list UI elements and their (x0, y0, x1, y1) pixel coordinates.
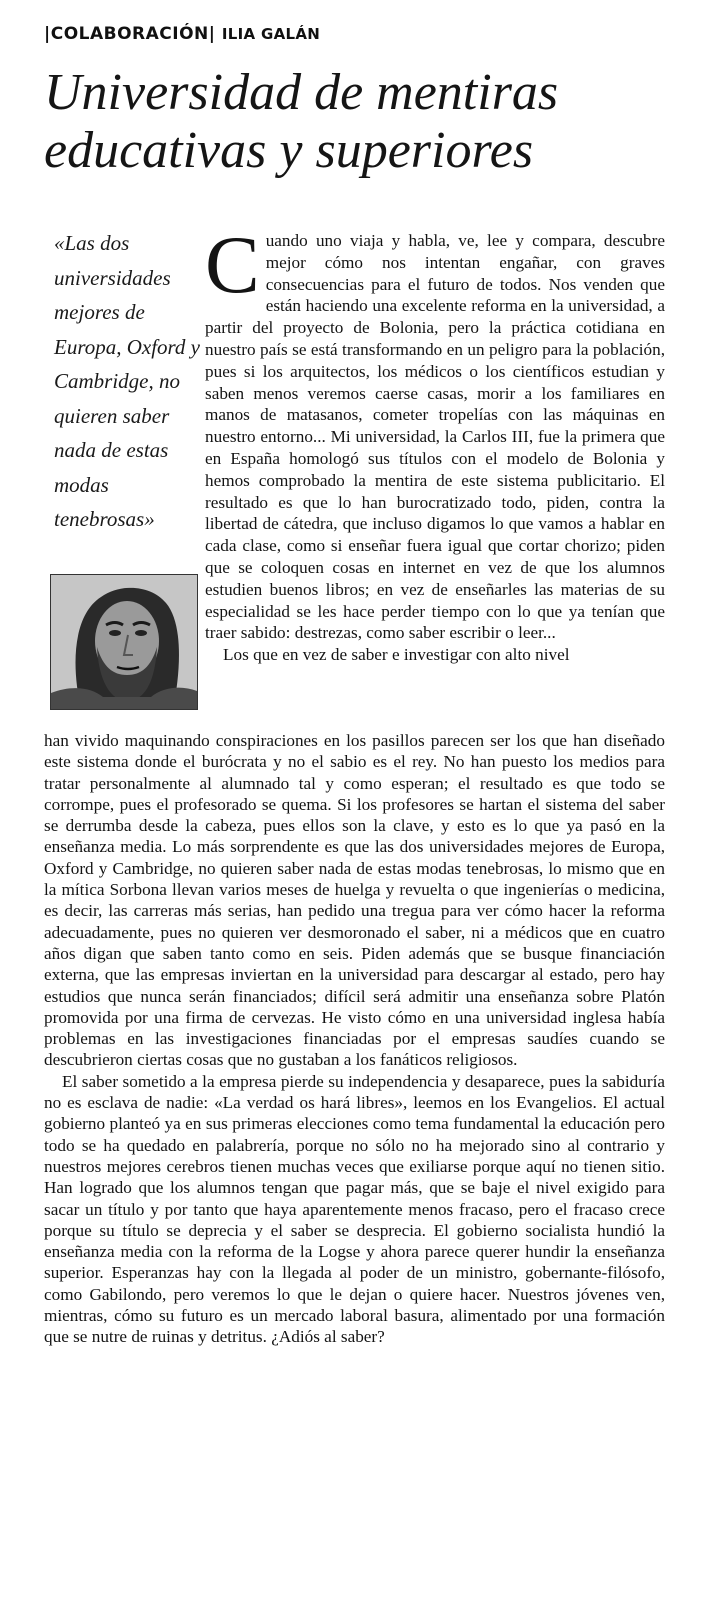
headline (44, 64, 684, 180)
paragraph-1-text: uando uno viaja y habla, ve, lee y compara, descubre mejor cómo nos intentan engañar, con graves consecuencias para el futuro de todos. Nos venden que están haciendo una excelente reforma en la universidad, a partir del proyecto de Bolonia, pero la práctica cotidiana en nuestro país se está transformando en un peligro para la población, pues si los arquitectos, los médicos o los científicos estudian y saben menos veremos caerse casas, morir a los familiares en manos de matasanos, cometer tropelías con las máquinas en nuestro entorno... Mi universidad, la Carlos III, fue la primera que en España homologó sus títulos con el modelo de Bolonia y hemos comprobado la mentira de este sistema publicitario. El resultado es que lo han burocratizado todo, piden, contra la libertad de cátedra, que incluso digamos lo que vamos a hablar en cada clase, como si enseñar fuera igual que cortar chorizo; piden que se coloquen cosas en internet en vez de que los alumnos estudien buenos libros; en vez de enseñarles las materias de su especialidad se les hace perder tiempo con lo que ya tenían que traer sabido: destrezas, como saber escribir o leer... (205, 231, 665, 643)
article-paragraph-2-continued: han vivido maquinando conspiraciones en los pasillos parecen ser los que han diseñado este sistema donde el burócrata y no el sabio es el rey. No han puesto los medios para tratar personalmente al alumnado tal y como esperan; el resultado es que todo se corrompe, pues el profesorado se quema. Si los profesores se hartan el sistema del saber se derrumba desde la cabeza, pues ellos son la clave, y esto es lo que ya pasó en la enseñanza media. Lo más sorprendente es que las dos universidades mejores de Europa, Oxford y Cambridge, no quieren saber nada de estas modas tenebrosas, lo mismo que en la mítica Sorbona llevan varios meses de huelga y revuelta o que ingenierías o medicina, es decir, las carreras más serias, han pedido una tregua para ver cómo hacer la reforma adecuadamente, pues no quieren ver desmoronado el saber, ni a médicos que en cuatro años digan que saben tanto como en seis. Piden además que se busque financiación externa, que las empresas inviertan en la universidad para descargar al estado, pero hay estudios que nunca serán financiados; difícil será admitir una enseñanza sobre Platón promovida por una firma de cervezas. He visto cómo en una universidad inglesa había problemas en las investigaciones financiadas por el empresas saudíes cuando se descubrieron ciertas cosas que no gustaban a los fanáticos religiosos. (44, 731, 665, 1070)
headline-line-2: educativas y superiores (44, 122, 534, 179)
author-name: ILIA GALÁN (221, 25, 321, 43)
headline-line-1: Universidad de mentiras (44, 64, 559, 121)
kicker-divider: | (208, 24, 222, 44)
pull-quote: «Las dos universidades mejores de Europa, Oxford y Cambridge, no quieren saber nada de estas modas tenebrosas» (54, 231, 201, 531)
section-label: COLABORACIÓN (50, 24, 209, 44)
author-photo (50, 574, 198, 710)
kicker-divider: | (44, 24, 51, 44)
article-column-top (205, 219, 665, 666)
article-paragraph-3: El saber sometido a la empresa pierde su independencia y desaparece, pues la sabiduría no es esclava de nadie: «La verdad os hará libres», leemos en los Evangelios. El actual gobierno planteó ya en sus primeras elecciones como tema fundamental la educación pero todo se ha quedado en palabrería, porque no sólo no ha mejorado sino al contrario y nuestros mejores cerebros tienen muchas veces que exiliarse porque aquí no tienen sitio. Han logrado que los alumnos tengan que pagar más, que se baje el nivel exigido para sacar un título y por tanto que haya aparentemente menos fracaso, pero el fracaso crece porque su título se deprecia y el saber se desprecia. El gobierno socialista hundió la enseñanza media con la reforma de la Logse y ahora parece querer hundir la enseñanza superior. Esperanzas hay con la llegada al poder de un ministro, gobernante-filósofo, como Gabilondo, pero veremos lo que le dejan o quiere hacer. Nuestros jóvenes ven, mientras, cómo su futuro es un mercado laboral basura, alimentado por una formación que se nutre de ruinas y detritus. ¿Adiós al saber? (44, 1071, 665, 1347)
article-paragraph-1 (205, 219, 665, 644)
drop-cap: C (205, 219, 260, 310)
section-kicker (44, 24, 320, 44)
article-column-full (44, 730, 665, 1348)
article-paragraph-2-start: Los que en vez de saber e investigar con alto nivel (223, 645, 570, 665)
